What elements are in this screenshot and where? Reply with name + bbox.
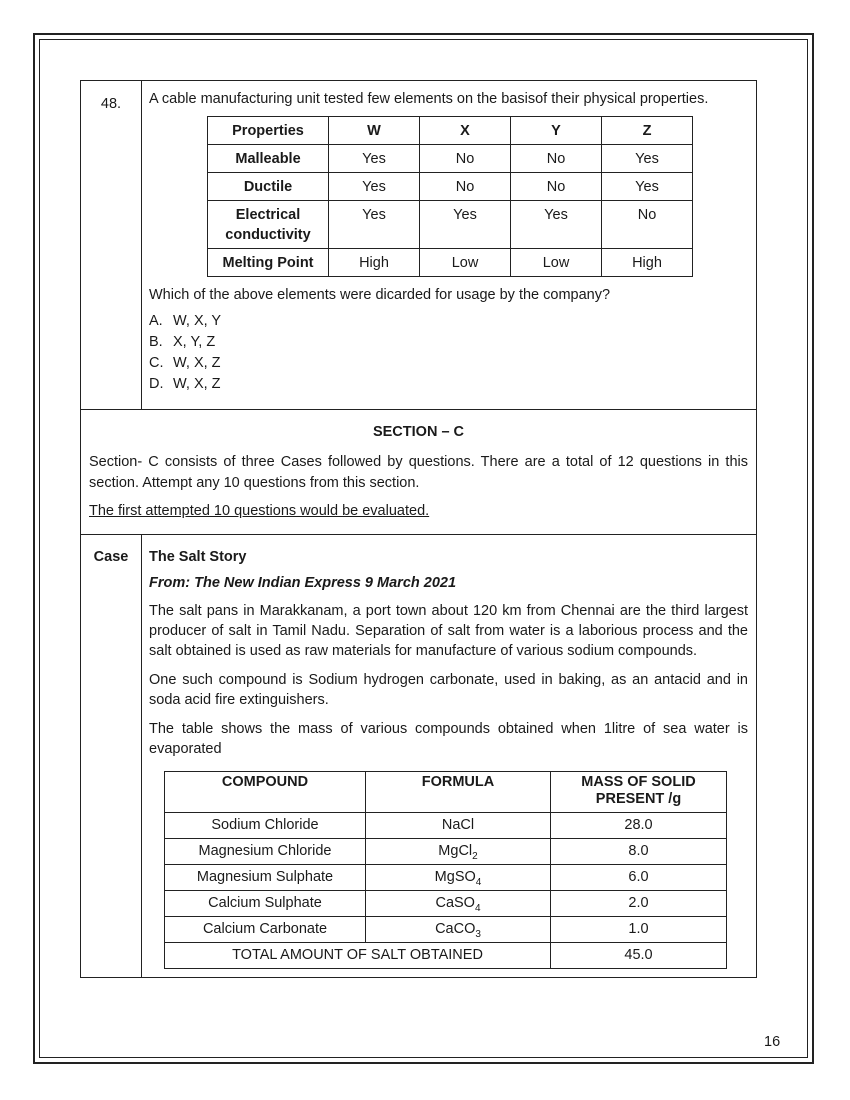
case-title: The Salt Story [149, 549, 247, 565]
section-evaluation-note: The first attempted 10 questions would be evaluated. [89, 503, 430, 519]
mass-cell: 8.0 [551, 839, 727, 865]
formula-cell [366, 865, 551, 891]
table-cell: Yes [329, 145, 420, 173]
row-label: Melting Point [208, 249, 329, 277]
formula-subscript: 4 [475, 876, 482, 888]
case-source: From: The New Indian Express 9 March 2021 [149, 575, 457, 591]
header-cell: X [420, 117, 511, 145]
case-row [81, 535, 757, 978]
option-letter: A. [149, 313, 163, 329]
question-number: 48. [81, 81, 142, 410]
formula-subscript: 4 [474, 902, 481, 914]
question-text: A cable manufacturing unit tested few elements on the basisof their physical properties. [149, 91, 709, 107]
formula-cell [366, 891, 551, 917]
formula-subscript: 3 [475, 928, 481, 940]
row-label: Malleable [208, 145, 329, 173]
table-cell: Yes [329, 173, 420, 201]
table-cell: No [511, 173, 602, 201]
compound-cell: Sodium Chloride [165, 813, 366, 839]
table-cell: Yes [602, 173, 693, 201]
table-cell: No [511, 145, 602, 173]
table-cell: No [420, 145, 511, 173]
salt-row [165, 891, 727, 917]
formula-base: CaCO [435, 921, 476, 937]
total-value: 45.0 [551, 943, 727, 969]
properties-header-row [208, 117, 693, 145]
table-cell: Low [511, 249, 602, 277]
total-label: TOTAL AMOUNT OF SALT OBTAINED [165, 943, 551, 969]
formula-cell [366, 917, 551, 943]
salt-header-row [165, 772, 727, 813]
option-b [149, 332, 748, 353]
table-cell: Yes [602, 145, 693, 173]
answer-options [149, 311, 748, 395]
case-label: Case [81, 535, 142, 978]
case-body [142, 535, 757, 978]
salt-row [165, 917, 727, 943]
header-cell: Y [511, 117, 602, 145]
formula-subscript: 2 [472, 850, 478, 862]
formula-cell [366, 813, 551, 839]
mass-cell: 28.0 [551, 813, 727, 839]
case-paragraph: One such compound is Sodium hydrogen carbonate, used in baking, as an antacid and in soda acid fire extinguishers. [149, 672, 748, 708]
header-cell: COMPOUND [165, 772, 366, 813]
question-row [81, 81, 757, 410]
compound-cell: Calcium Sulphate [165, 891, 366, 917]
salt-row [165, 865, 727, 891]
formula-base: MgCl [438, 843, 473, 859]
properties-row-malleable [208, 145, 693, 173]
salt-row [165, 839, 727, 865]
header-line: PRESENT /g [595, 791, 682, 807]
table-cell: Low [420, 249, 511, 277]
properties-row-ductile [208, 173, 693, 201]
formula-base: CaSO [435, 895, 475, 911]
question-body [142, 81, 757, 410]
option-d [149, 374, 748, 395]
mass-cell: 1.0 [551, 917, 727, 943]
question-paper-table [80, 80, 757, 978]
row-label: Ductile [208, 173, 329, 201]
section-row [81, 410, 757, 535]
properties-row-conductivity [208, 201, 693, 249]
salt-total-row [165, 943, 727, 969]
table-cell: Yes [420, 201, 511, 249]
mass-cell: 2.0 [551, 891, 727, 917]
option-letter: B. [149, 334, 163, 350]
header-cell: W [329, 117, 420, 145]
option-text: W, X, Z [173, 376, 221, 392]
option-text: X, Y, Z [173, 334, 216, 350]
row-label [208, 201, 329, 249]
question-prompt: Which of the above elements were dicarded for usage by the company? [149, 287, 611, 303]
header-cell: Properties [208, 117, 329, 145]
row-label-line: conductivity [225, 227, 311, 243]
formula-base: MgSO [434, 869, 476, 885]
option-text: W, X, Y [173, 313, 222, 329]
option-letter: D. [149, 376, 164, 392]
formula-base: NaCl [441, 817, 475, 833]
properties-row-melting-point [208, 249, 693, 277]
section-c-block [81, 410, 757, 535]
compound-cell: Calcium Carbonate [165, 917, 366, 943]
salt-row [165, 813, 727, 839]
option-a [149, 311, 748, 332]
table-cell: Yes [329, 201, 420, 249]
mass-cell: 6.0 [551, 865, 727, 891]
option-letter: C. [149, 355, 164, 371]
formula-cell [366, 839, 551, 865]
case-paragraph: The table shows the mass of various compounds obtained when 1litre of sea water is evaporated [149, 721, 748, 757]
compound-cell: Magnesium Chloride [165, 839, 366, 865]
section-description: Section- C consists of three Cases followed by questions. There are a total of 12 questions in this section. Attempt any 10 questions from this section. [89, 454, 748, 491]
table-cell: Yes [511, 201, 602, 249]
header-line: MASS OF SOLID [581, 774, 696, 790]
header-cell: Z [602, 117, 693, 145]
salt-composition-table [164, 771, 727, 969]
row-label-line: Electrical [235, 207, 301, 223]
properties-table [207, 116, 693, 277]
option-text: W, X, Z [173, 355, 221, 371]
compound-cell: Magnesium Sulphate [165, 865, 366, 891]
table-cell: No [420, 173, 511, 201]
header-cell [551, 772, 727, 813]
table-cell: High [329, 249, 420, 277]
option-c [149, 353, 748, 374]
section-title: SECTION – C [372, 424, 465, 440]
case-paragraph: The salt pans in Marakkanam, a port town about 120 km from Chennai are the third largest producer of salt in Tamil Nadu. Separation of salt from water is a laborious process and the salt obtained is used as raw materials for manufacture of various sodium compounds. [149, 603, 748, 659]
table-cell: No [602, 201, 693, 249]
table-cell: High [602, 249, 693, 277]
page-number: 16 [764, 1034, 781, 1050]
header-cell: FORMULA [366, 772, 551, 813]
